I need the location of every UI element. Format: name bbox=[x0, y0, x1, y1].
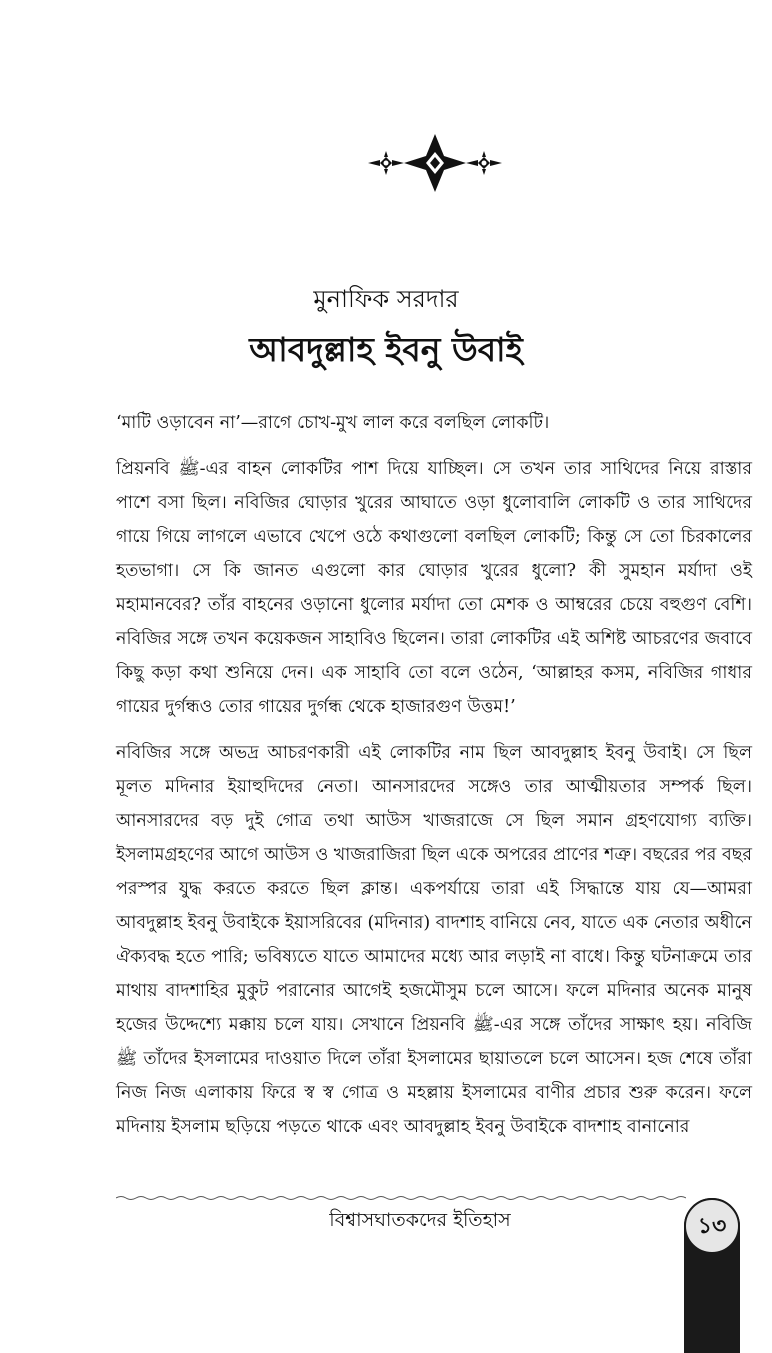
diamond-star-ornament-icon bbox=[360, 128, 510, 198]
paragraph: প্রিয়নবি ﷺ-এর বাহন লোকটির পাশ দিয়ে যাচ্ছিল। সে তখন তার সাথিদের নিয়ে রাস্তার পাশে বসা ছিল। নবিজির ঘোড়ার খুরের আঘাতে ওড়া ধুলোবালি লোকটি ও তার সাথিদের গায়ে গিয়ে লাগলে এভাবে খেপে ওঠে কথাগুলো বলছিল লোকটি; কিন্তু সে তো চিরকালের হতভাগা। সে কি জানত এগুলো কার ঘোড়ার খুরের ধুলো? কী সুমহান মর্যাদা ওই মহামানবের? তাঁর বাহনের ওড়ানো ধুলোর মর্যাদা তো মেশক ও আম্বরের চেয়ে বহুগুণ বেশি। নবিজির সঙ্গে তখন কয়েকজন সাহাবিও ছিলেন। তারা লোকটির এই অশিষ্ট আচরণের জবাবে কিছু কড়া কথা শুনিয়ে দেন। এক সাহাবি তো বলে ওঠেন, ‘আল্লাহর কসম, নবিজির গাধার গায়ের দুর্গন্ধও তোর গায়ের দুর্গন্ধ থেকে হাজারগুণ উত্তম!’ bbox=[116, 459, 752, 717]
chapter-subtitle: মুনাফিক সরদার bbox=[313, 285, 459, 313]
footer-divider bbox=[116, 1195, 686, 1201]
paragraph: ‘মাটি ওড়াবেন না’—রাগে চোখ-মুখ লাল করে বলছিল লোকটি। bbox=[116, 413, 550, 433]
paragraph: নবিজির সঙ্গে অভদ্র আচরণকারী এই লোকটির নাম ছিল আবদুল্লাহ ইবনু উবাই। সে ছিল মূলত মদিনার ইয়াহুদিদের নেতা। আনসারদের সঙ্গেও তার আত্মীয়তার সম্পর্ক ছিল। আনসারদের বড় দুই গোত্র তথা আউস খাজরাজে সে ছিল সমান গ্রহণযোগ্য ব্যক্তি। ইসলামগ্রহণের আগে আউস ও খাজরাজিরা ছিল একে অপরের প্রাণের শত্রু। বছরের পর বছর পরস্পর যুদ্ধ করতে করতে ছিল ক্লান্ত। একপর্যায়ে তারা এই সিদ্ধান্তে যায় যে—আমরা আবদুল্লাহ ইবনু উবাইকে ইয়াসরিবের (মদিনার) বাদশাহ বানিয়ে নেব, যাতে এক নেতার অধীনে ঐক্যবদ্ধ হতে পারি; ভবিষ্যতে যাতে আমাদের মধ্যে আর লড়াই না বাধে। কিন্তু ঘটনাক্রমে তার মাথায় বাদশাহির মুকুট পরানোর আগেই হজমৌসুম চলে আসে। ফলে মদিনার অনেক মানুষ হজের উদ্দেশ্যে মক্কায় চলে যায়। সেখানে প্রিয়নবি ﷺ-এর সঙ্গে তাঁদের সাক্ষাৎ হয়। নবিজি ﷺ তাঁদের ইসলামের দাওয়াত দিলে তাঁরা ইসলামের ছায়াতলে চলে আসেন। হজ শেষে তাঁরা নিজ নিজ এলাকায় ফিরে স্ব স্ব গোত্র ও মহল্লায় ইসলামের বাণীর প্রচার শুরু করেন। ফলে মদিনায় ইসলাম ছড়িয়ে পড়তে থাকে এবং আবদুল্লাহ ইবনু উবাইকে বাদশাহ বানানোর bbox=[116, 743, 753, 1137]
page-number: ১৩ bbox=[684, 1198, 740, 1254]
running-footer-title: বিশ্বাসঘাতকদের ইতিহাস bbox=[329, 1209, 511, 1231]
chapter-title: আবদুল্লাহ ইবনু উবাই bbox=[249, 330, 523, 369]
chapter-body bbox=[116, 406, 752, 1156]
